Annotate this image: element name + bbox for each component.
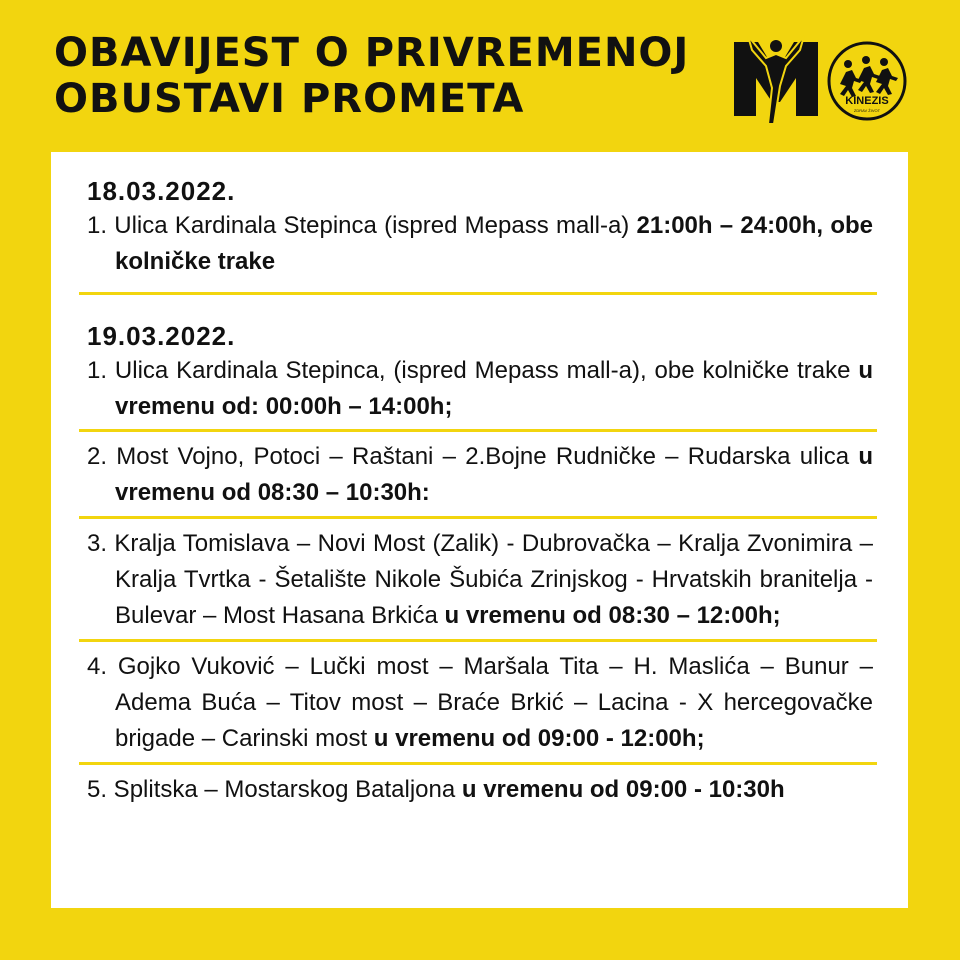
kinezis-logo-text: KINEZIS (845, 95, 889, 107)
section-date: 18.03.2022. (87, 176, 236, 206)
list-item (87, 519, 873, 639)
list-item (87, 353, 873, 429)
divider (79, 639, 877, 642)
page-title (54, 30, 689, 122)
section-1 (87, 174, 873, 292)
list-item (87, 642, 873, 762)
list-item (87, 765, 873, 813)
list-item (87, 432, 873, 516)
title-line-2: OBUSTAVI PROMETA (54, 76, 525, 122)
section-date: 19.03.2022. (87, 321, 236, 351)
divider (79, 292, 877, 295)
item-text: 1. Ulica Kardinala Stepinca (ispred Mepass mall-a) (87, 212, 637, 239)
notice-content (87, 174, 873, 813)
divider (79, 516, 877, 519)
item-text: 5. Splitska – Mostarskog Bataljona (87, 776, 462, 803)
title-line-1: OBAVIJEST O PRIVREMENOJ (54, 30, 690, 76)
item-text: 3. Kralja Tomislava – Novi Most (Zalik) - Dubrovačka – Kralja Zvonimira – Kralja Tvrtka - Šetalište Nikole Šubića Zrinjskog - Hrvatskih branitelja - Bulevar – Most Hasana Brkića (87, 530, 873, 629)
item-time: u vremenu od: 00:00h – 14:00h; (115, 357, 873, 420)
divider (79, 762, 877, 765)
divider (79, 429, 877, 432)
section-2 (87, 319, 873, 813)
kinezis-logo-subtext: ZDRAV ŽIVOT (853, 108, 881, 113)
item-time: u vremenu od 08:30 – 12:00h; (444, 602, 781, 629)
notice-card (51, 152, 908, 908)
item-time: u vremenu od 08:30 – 10:30h: (115, 443, 873, 506)
item-text: 4. Gojko Vuković – Lučki most – Maršala Tita – H. Maslića – Bunur – Adema Buća – Titov most – Braće Brkić – Lacina - X hercegovačke brigade – Carinski most (87, 653, 873, 752)
marathon-m-logo (730, 32, 822, 124)
list-item (87, 208, 873, 284)
item-text: 1. Ulica Kardinala Stepinca, (ispred Mepass mall-a), obe kolničke trake (87, 357, 859, 384)
item-time: u vremenu od 09:00 - 10:30h (461, 776, 785, 803)
item-text: 2. Most Vojno, Potoci – Raštani – 2.Bojne Rudničke – Rudarska ulica (87, 443, 859, 470)
kinezis-logo (826, 40, 908, 122)
item-time: u vremenu od 09:00 - 12:00h; (373, 725, 705, 752)
item-time: 21:00h – 24:00h, obe kolničke trake (115, 212, 873, 275)
